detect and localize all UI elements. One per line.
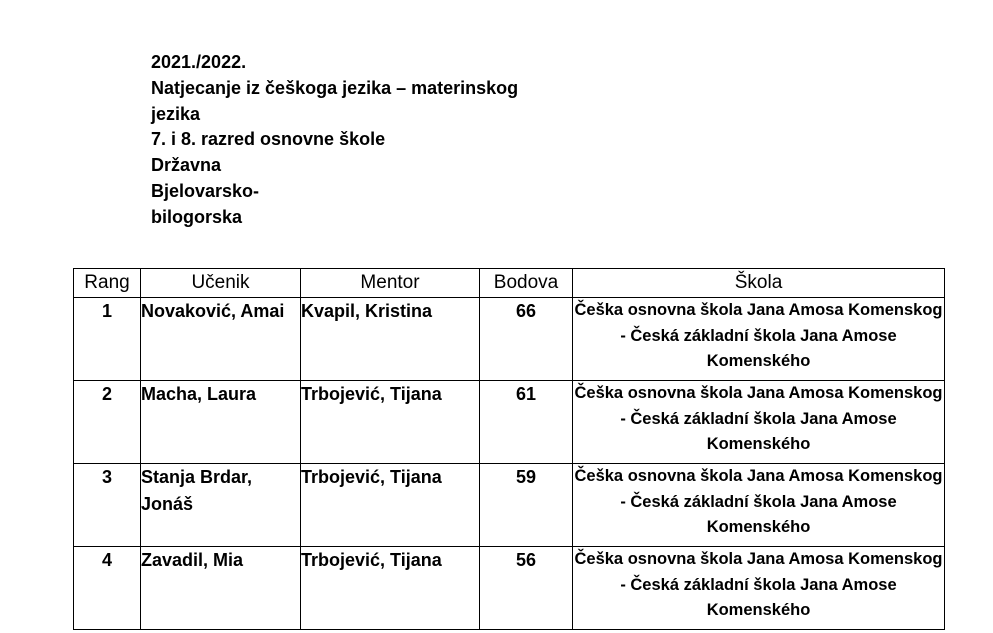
school-year: 2021./2022. — [151, 52, 247, 72]
competition-level: Državna — [151, 155, 222, 176]
table-row — [74, 547, 945, 630]
mentor-cell: Trbojević, Tijana — [301, 547, 480, 630]
table-row — [74, 298, 945, 381]
column-header-skola: Škola — [573, 269, 945, 298]
mentor-cell: Kvapil, Kristina — [301, 298, 480, 381]
points-cell: 59 — [480, 464, 573, 547]
rank-cell: 2 — [74, 381, 141, 464]
points-cell: 66 — [480, 298, 573, 381]
grade-level: 7. i 8. razred osnovne škole — [151, 129, 386, 150]
county-name: Bjelovarsko- — [151, 180, 260, 201]
column-header-rang: Rang — [74, 269, 141, 298]
competition-title-continued: jezika — [151, 103, 201, 124]
table-header-row — [74, 269, 945, 298]
results-table — [73, 268, 945, 630]
school-cell: Češka osnovna škola Jana Amosa Komenskog - Česká základní škola Jana Amose Komenského — [573, 464, 945, 547]
document-header — [151, 50, 531, 231]
column-header-ucenik: Učenik — [141, 269, 301, 298]
table-row — [74, 381, 945, 464]
school-cell: Češka osnovna škola Jana Amosa Komenskog - Česká základní škola Jana Amose Komenského — [573, 298, 945, 381]
column-header-bodova: Bodova — [480, 269, 573, 298]
student-cell: Zavadil, Mia — [141, 547, 301, 630]
points-cell: 56 — [480, 547, 573, 630]
rank-cell: 4 — [74, 547, 141, 630]
points-cell: 61 — [480, 381, 573, 464]
table-row — [74, 464, 945, 547]
school-cell: Češka osnovna škola Jana Amosa Komenskog - Česká základní škola Jana Amose Komenského — [573, 547, 945, 630]
column-header-mentor: Mentor — [301, 269, 480, 298]
student-cell: Stanja Brdar, Jonáš — [141, 464, 301, 547]
mentor-cell: Trbojević, Tijana — [301, 464, 480, 547]
mentor-cell: Trbojević, Tijana — [301, 381, 480, 464]
student-cell: Novaković, Amai — [141, 298, 301, 381]
rank-cell: 3 — [74, 464, 141, 547]
competition-title: Natjecanje iz češkoga jezika – materinskog — [151, 77, 519, 98]
student-cell: Macha, Laura — [141, 381, 301, 464]
school-cell: Češka osnovna škola Jana Amosa Komenskog - Česká základní škola Jana Amose Komenského — [573, 381, 945, 464]
county-name-continued: bilogorska — [151, 206, 243, 227]
rank-cell: 1 — [74, 298, 141, 381]
